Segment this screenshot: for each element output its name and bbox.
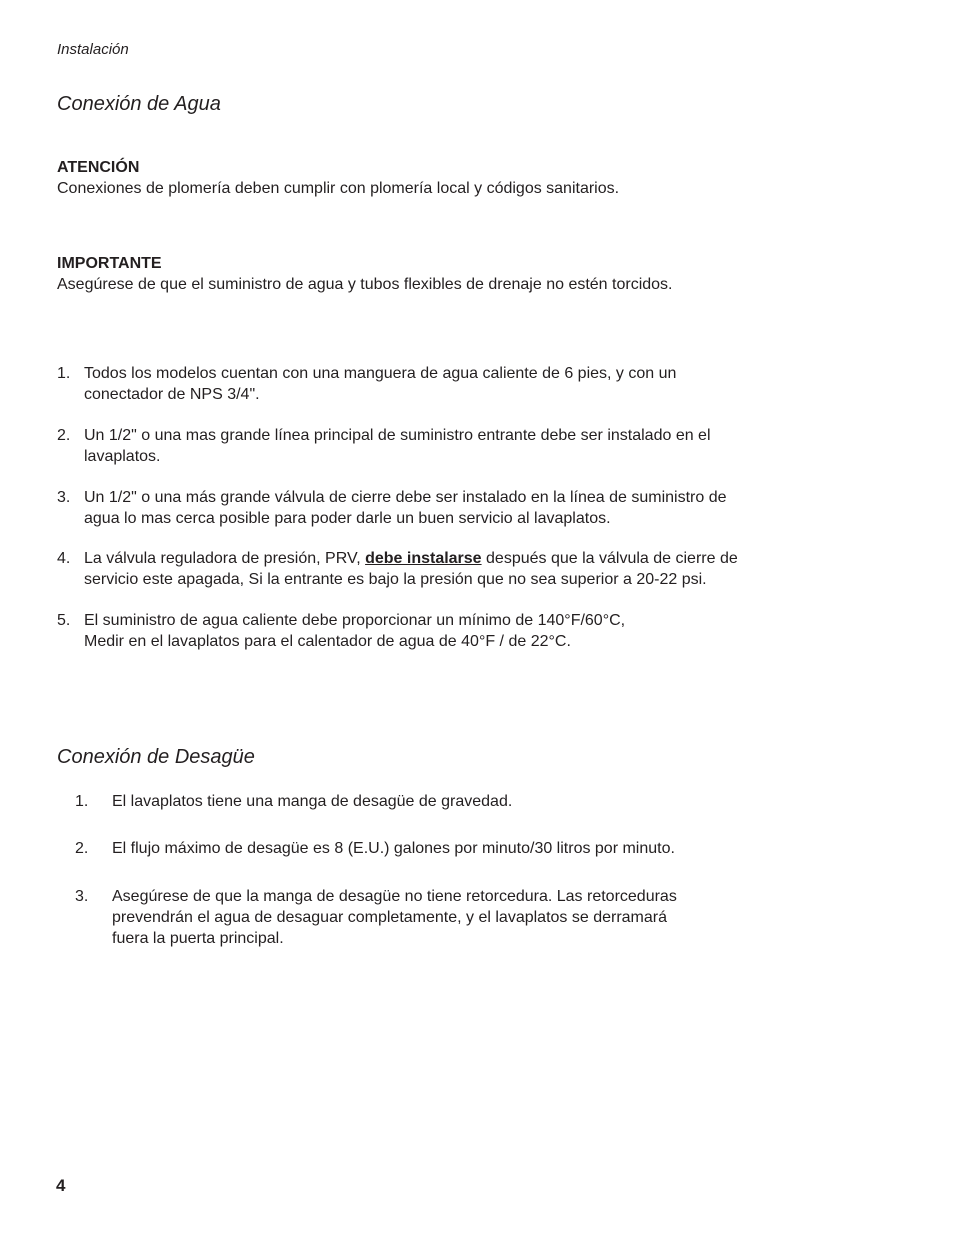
water-section-title: Conexión de Agua (57, 93, 221, 115)
list-item (57, 363, 676, 405)
drain-section-title: Conexión de Desagüe (57, 746, 255, 768)
list-item (57, 886, 677, 949)
list-item-text-after: después que la válvula de cierre de servicio este apagada, Si la entrante es bajo la presión que no sea superior a 20-22 psi. (84, 550, 738, 588)
attention-text: Conexiones de plomería deben cumplir con plomería local y códigos sanitarios. (57, 180, 620, 197)
list-item-text: El flujo máximo de desagüe es 8 (E.U.) galones por minuto/30 litros por minuto. (112, 840, 675, 857)
list-item (57, 548, 738, 590)
important-text: Asegúrese de que el suministro de agua y tubos flexibles de drenaje no estén torcidos. (57, 276, 673, 293)
list-item-number: 1. (75, 793, 89, 810)
list-item (57, 610, 625, 652)
important-label: IMPORTANTE (57, 255, 162, 272)
list-item (57, 487, 727, 529)
list-item-number: 3. (57, 489, 71, 506)
list-item-text: El suministro de agua caliente debe proporcionar un mínimo de 140°F/60°C, Medir en el lavaplatos para el calentador de agua de 40°F / de 22°C. (84, 612, 626, 650)
list-item-text-before: La válvula reguladora de presión, PRV, (84, 550, 366, 567)
list-item-number: 2. (75, 840, 89, 857)
list-item-number: 3. (75, 888, 89, 905)
attention-label: ATENCIÓN (57, 159, 140, 176)
list-item-number: 4. (57, 550, 71, 567)
list-item-text (84, 548, 738, 590)
list-item-number: 1. (57, 365, 71, 382)
list-item-text: Asegúrese de que la manga de desagüe no tiene retorcedura. Las retorceduras prevendrán el agua de desaguar completamente, y el lavaplatos se derramará fuera la puerta principal. (112, 888, 677, 947)
list-item (57, 838, 675, 859)
list-item-text: El lavaplatos tiene una manga de desagüe de gravedad. (112, 793, 513, 810)
list-item-number: 2. (57, 427, 71, 444)
list-item-text: Todos los modelos cuentan con una manguera de agua caliente de 6 pies, y con un conectador de NPS 3/4". (84, 365, 677, 403)
list-item (57, 791, 512, 812)
list-item-text: Un 1/2" o una mas grande línea principal de suministro entrante debe ser instalado en el lavaplatos. (84, 427, 711, 465)
list-item-text: Un 1/2" o una más grande válvula de cierre debe ser instalado en la línea de suministro de agua lo mas cerca posible para poder darle un buen servicio al lavaplatos. (84, 489, 727, 527)
list-item (57, 425, 711, 467)
list-item-number: 5. (57, 612, 71, 629)
running-head: Instalación (57, 41, 129, 58)
emphasis-text: debe instalarse (365, 550, 482, 567)
page-number: 4 (56, 1176, 66, 1195)
